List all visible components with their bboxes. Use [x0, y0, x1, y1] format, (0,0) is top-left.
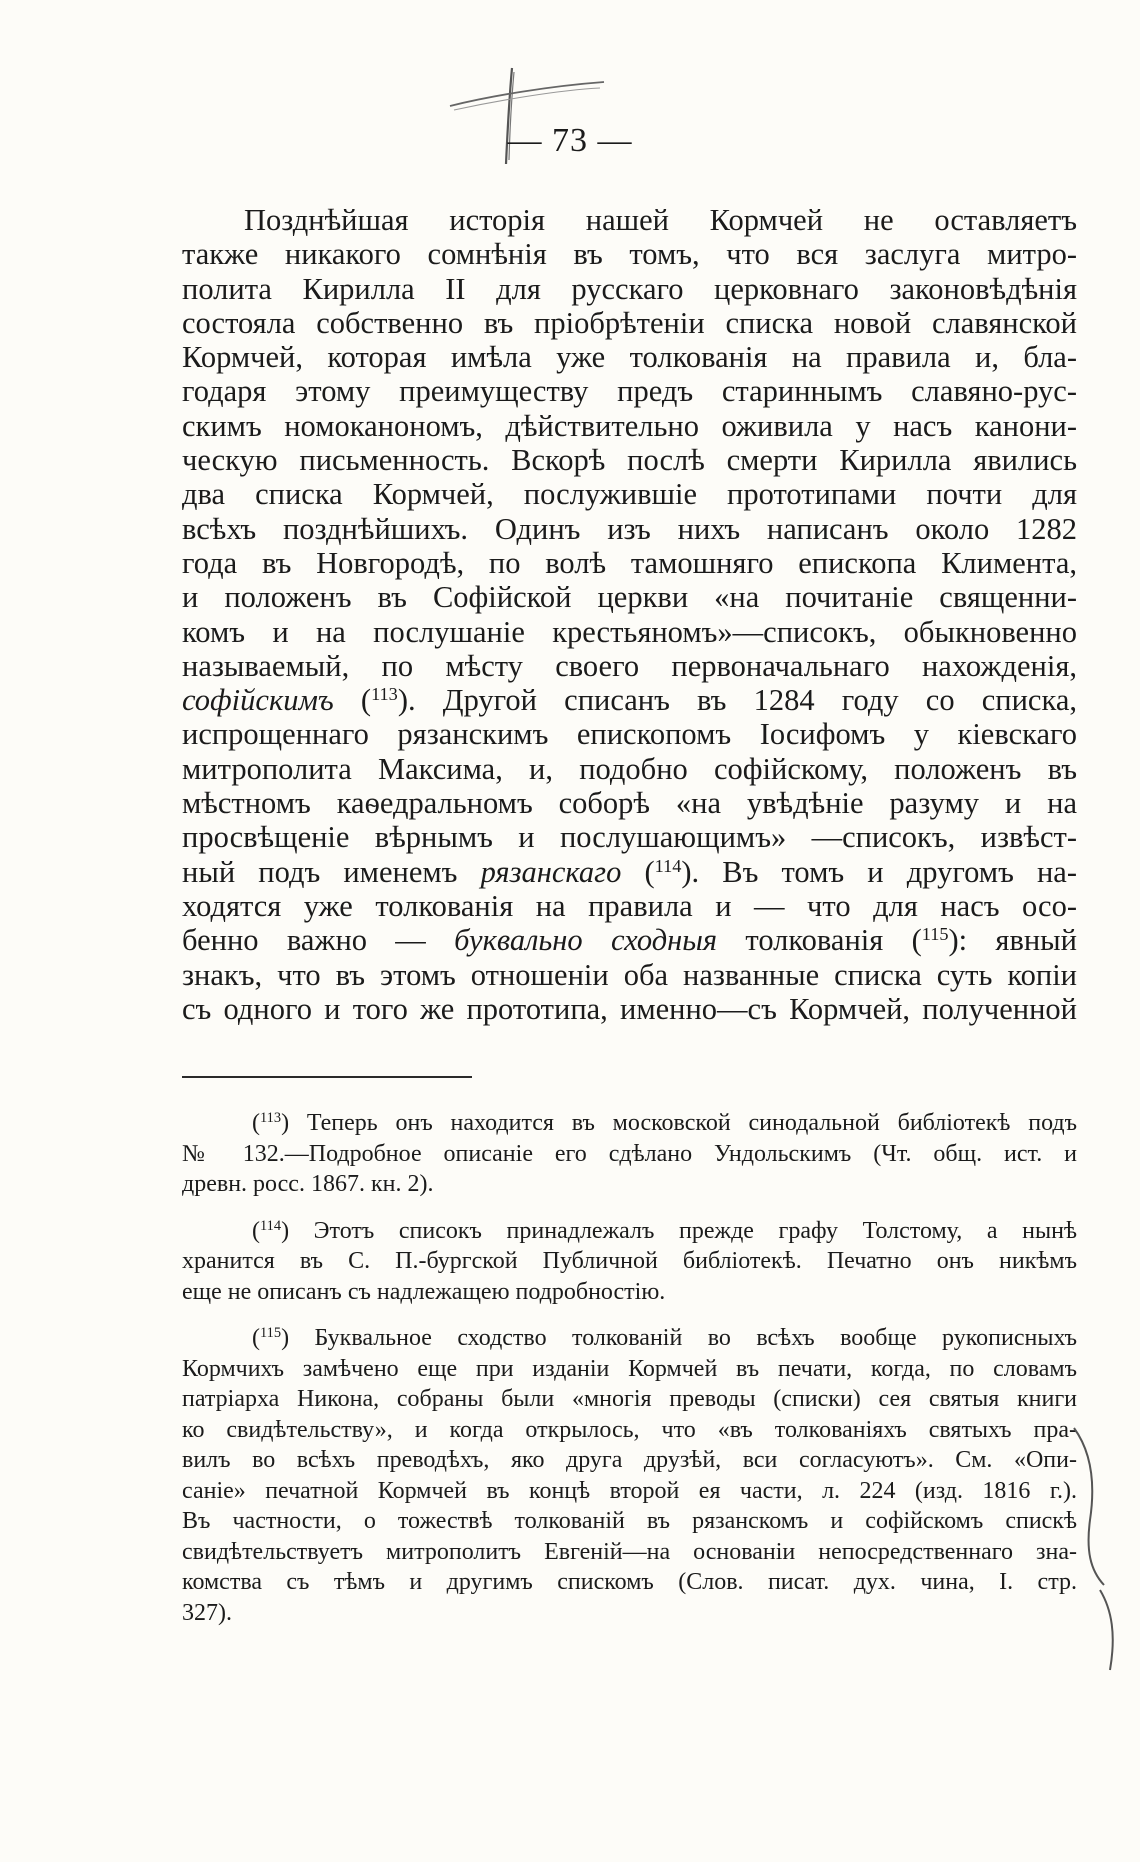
footnote-divider — [182, 1076, 472, 1078]
text-line: просвѣщеніе вѣрнымъ и послушающимъ» —списокъ, извѣст- — [182, 820, 1077, 855]
text-line: полита Кирилла II для русскаго церковнаго законовѣдѣнія — [182, 271, 1077, 306]
text-line: года въ Новгородѣ, по волѣ тамошняго епископа Климента, — [182, 545, 1077, 580]
footnote-line: свидѣтельствуетъ митрополитъ Евгеній—на основаніи непосредственнаго зна- — [182, 1538, 1077, 1565]
footnote-line: № 132.—Подробное описаніе его сдѣлано Ундольскимъ (Чт. общ. ист. и — [182, 1140, 1077, 1167]
footnote-line: 327). — [182, 1599, 232, 1626]
footnote-mark: 115 — [260, 1325, 282, 1342]
footnote-line: древн. росс. 1867. кн. 2). — [182, 1171, 434, 1197]
text-fragment: Теперь онъ находится въ московской синодальной библіотекѣ подъ — [306, 1110, 1077, 1136]
text-line: бенно важно — буквально сходныя толкованія ($^{115}$): явный — [182, 923, 1077, 958]
text-fragment: Буквальное сходство толкованій во всѣхъ вообще рукописныхъ — [314, 1325, 1077, 1351]
footnote-115 — [182, 1323, 1077, 1628]
text-fragment: : явный — [958, 923, 1077, 958]
main-text-body — [182, 203, 1077, 1026]
text-line: Позднѣйшая исторія нашей Кормчей не оставляетъ — [244, 203, 1077, 237]
footnote-line: вилъ во всѣхъ преводѣхъ, яко друга друзѣй, вси согласуютъ». См. «Опи- — [182, 1447, 1077, 1473]
footnote-line: комства съ тѣмъ и другимъ спискомъ (Слов. писат. дух. чина, I. стр. — [182, 1569, 1077, 1595]
text-line: называемый, по мѣсту своего первоначальнаго нахожденія, — [182, 648, 1077, 683]
text-line: съ одного и того же прототипа, именно—съ Кормчей, полученной — [182, 991, 1077, 1026]
footnote-ref: 113 — [371, 684, 398, 705]
text-line: ходятся уже толкованія на правила и — что для насъ осо- — [182, 888, 1077, 923]
text-line: ный подъ именемъ рязанскаго ($^{114}$). Въ томъ и другомъ на- — [182, 854, 1077, 889]
text-line: испрощеннаго рязанскимъ епископомъ Іосифомъ у кіевскаго — [182, 717, 1077, 752]
text-line: всѣхъ позднѣйшихъ. Одинъ изъ нихъ написанъ около 1282 — [182, 511, 1077, 546]
page-number: — 73 — — [507, 122, 633, 159]
footnote-line: еще не описанъ съ надлежащею подробностію. — [182, 1278, 666, 1305]
text-fragment: ный подъ именемъ — [182, 854, 481, 889]
footnote-line: хранится въ С. П.-бургской Публичной библіотекѣ. Печатно онъ никѣмъ — [182, 1248, 1077, 1274]
footnote-line: ($^{113}$) Теперь онъ находится въ московской синодальной библіотекѣ подъ — [252, 1110, 1077, 1136]
footnotes-section — [182, 1108, 1077, 1644]
text-line: софійскимъ ($^{113}$). Другой списанъ въ 1284 году со списка, — [182, 683, 1077, 718]
footnote-line: ко свидѣтельству», и когда открылось, что «въ толкованіяхъ святыхъ пра- — [182, 1416, 1077, 1443]
footnote-line: ($^{114}$) Этотъ списокъ принадлежалъ прежде графу Толстому, а нынѣ — [252, 1217, 1077, 1244]
footnote-ref: 114 — [654, 855, 682, 876]
footnote-line: ($^{115}$) Буквальное сходство толкованій во всѣхъ вообще рукописныхъ — [252, 1325, 1077, 1351]
text-fragment: толкованія — [717, 923, 912, 958]
footnote-line: Кормчихъ замѣчено еще при изданіи Кормчей въ печати, когда, по словамъ — [182, 1355, 1077, 1382]
text-line: и положенъ въ Софійской церкви «на почитаніе священни- — [182, 580, 1077, 615]
footnote-line: саніе» печатной Кормчей въ концѣ второй ея части, л. 224 (изд. 1816 г.). — [182, 1477, 1077, 1504]
text-line: годаря этому преимуществу предъ стариннымъ славяно-рус- — [182, 374, 1077, 409]
text-line: также никакого сомнѣнія въ томъ, что вся заслуга митро- — [182, 237, 1077, 272]
text-line: знакъ, что въ этомъ отношеніи оба названные списка суть копіи — [182, 957, 1077, 992]
text-fragment: бенно важно — — [182, 923, 455, 958]
text-line: скимъ номоканономъ, дѣйствительно оживила у насъ канони- — [182, 408, 1077, 443]
text-fragment: Этотъ списокъ принадлежалъ прежде графу Толстому, а нынѣ — [313, 1217, 1077, 1244]
italic-term: буквально сходныя — [454, 923, 718, 958]
footnote-ref: 115 — [921, 924, 949, 945]
text-line: мѣстномъ каѳедральномъ соборѣ «на увѣдѣніе разуму и на — [182, 786, 1077, 821]
footnote-line: патріарха Никона, собраны были «многія преводы (списки) сея святыя книги — [182, 1386, 1077, 1412]
footnote-line: Въ частности, о тожествѣ толкованій въ рязанскомъ и софійскомъ спискѣ — [182, 1508, 1077, 1534]
footnote-113 — [182, 1108, 1077, 1200]
text-fragment: . Въ томъ и другомъ на- — [691, 854, 1077, 889]
text-line: ческую письменность. Вскорѣ послѣ смерти Кирилла явились — [182, 443, 1077, 478]
text-fragment: . Другой списанъ въ 1284 году со списка, — [408, 683, 1077, 718]
footnote-114 — [182, 1216, 1077, 1308]
text-line: Кормчей, которая имѣла уже толкованія на правила и, бла- — [182, 340, 1077, 375]
italic-term: рязанскаго — [480, 854, 622, 889]
text-line: митрополита Максима, и, подобно софійскому, положенъ въ — [182, 751, 1077, 786]
italic-term: софійскимъ — [182, 683, 334, 718]
footnote-mark: 113 — [260, 1110, 282, 1127]
text-line: комъ и на послушаніе крестьяномъ»—списокъ, обыкновенно — [182, 614, 1077, 649]
text-line: состояла собственно въ пріобрѣтеніи списка новой славянской — [182, 305, 1077, 340]
text-line: два списка Кормчей, послужившіе прототипами почти для — [182, 477, 1077, 512]
footnote-mark: 114 — [260, 1217, 282, 1234]
pencil-bracket-mark — [1060, 1420, 1130, 1680]
